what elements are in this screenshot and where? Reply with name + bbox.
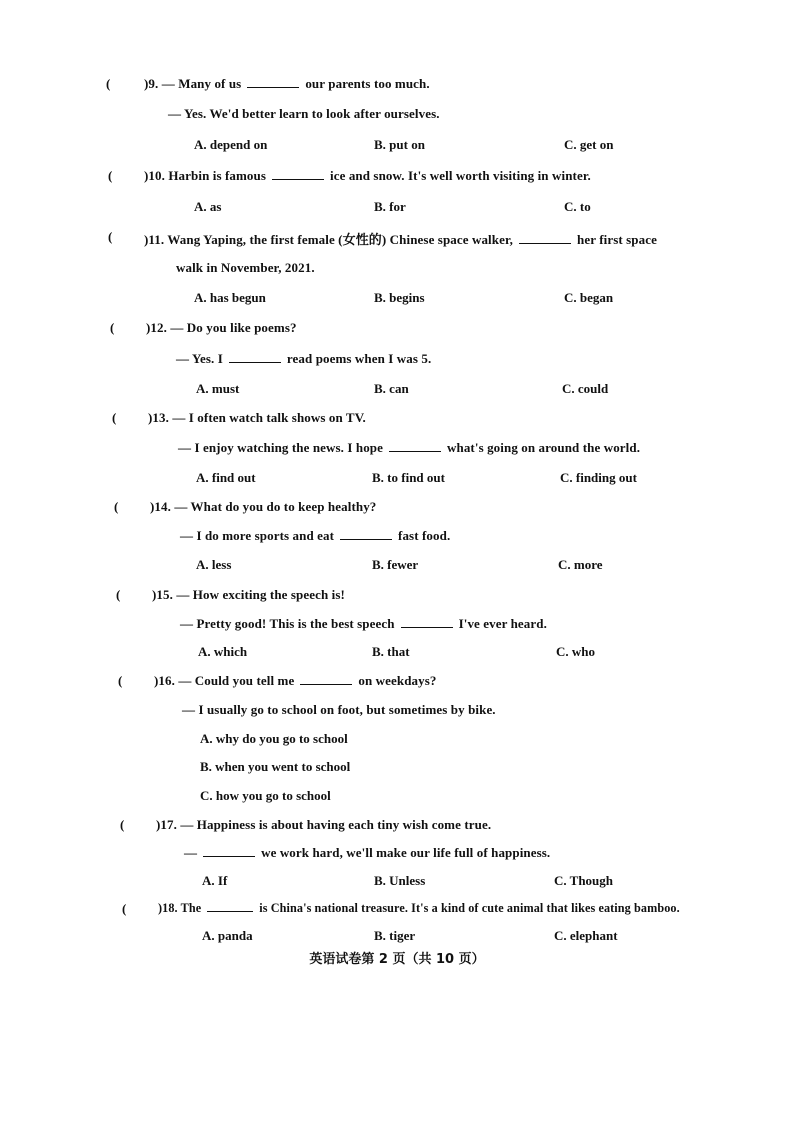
answer-blank [389, 441, 441, 452]
question-stem [150, 499, 376, 515]
reply-line: — I usually go to school on foot, but sometimes by bike. [182, 702, 496, 717]
reply-text: — [184, 845, 198, 860]
stem-text: — How exciting the speech is! [176, 587, 345, 602]
answer-blank [519, 233, 571, 244]
option-a[interactable]: A. has begun [194, 290, 266, 305]
answer-paren[interactable]: ( [108, 168, 113, 183]
stem-text: — I often watch talk shows on TV. [172, 410, 366, 425]
option-c[interactable]: C. to [564, 199, 591, 214]
stem-text: — What do you do to keep healthy? [174, 499, 377, 514]
option-a[interactable]: A. find out [196, 470, 256, 485]
answer-blank [340, 529, 392, 540]
option-b[interactable]: B. when you went to school [200, 759, 351, 774]
stem-text: her first space [577, 232, 657, 247]
question-stem [144, 168, 591, 184]
stem-text: The [180, 901, 202, 915]
option-a[interactable]: A. depend on [194, 137, 268, 152]
option-c[interactable]: C. elephant [554, 928, 618, 943]
page-footer: 英语试卷第 2 页（共 10 页） [309, 952, 485, 967]
stem-text: — Happiness is about having each tiny wish come true. [180, 817, 492, 832]
answer-blank [300, 674, 352, 685]
reply-text: fast food. [398, 528, 451, 543]
reply-text: — Pretty good! This is the best speech [180, 616, 395, 631]
answer-blank [207, 901, 253, 912]
stem-text: our parents too much. [305, 76, 430, 91]
question-stem [156, 817, 491, 833]
answer-paren[interactable]: ( [110, 320, 115, 335]
reply-text: I've ever heard. [458, 616, 547, 631]
answer-paren[interactable]: ( [112, 410, 117, 425]
answer-paren[interactable]: ( [116, 587, 121, 602]
answer-paren[interactable]: ( [120, 817, 125, 832]
option-b[interactable]: B. for [374, 199, 406, 214]
question-stem [152, 587, 345, 603]
question-stem [154, 673, 437, 689]
stem-text: — Could you tell me [178, 673, 295, 688]
question-number: )15. [152, 587, 173, 602]
option-c[interactable]: C. get on [564, 137, 614, 152]
reply-line [184, 845, 550, 861]
option-a[interactable]: A. as [194, 199, 222, 214]
reply-line [176, 351, 431, 367]
option-b[interactable]: B. put on [374, 137, 425, 152]
question-number: )11. [144, 232, 165, 247]
option-c[interactable]: C. could [562, 381, 609, 396]
reply-text: — Yes. I [176, 351, 223, 366]
option-a[interactable]: A. If [202, 873, 228, 888]
stem-continuation: walk in November, 2021. [176, 260, 315, 275]
option-b[interactable]: B. fewer [372, 557, 419, 572]
answer-blank [229, 352, 281, 363]
question-stem [146, 320, 297, 336]
answer-paren[interactable]: ( [114, 499, 119, 514]
option-b[interactable]: B. tiger [374, 928, 416, 943]
question-number: )13. [148, 410, 169, 425]
question-stem [144, 229, 657, 248]
option-c[interactable]: C. finding out [560, 470, 637, 485]
question-number: )9. [144, 76, 159, 91]
answer-blank [247, 77, 299, 88]
stem-text: — Do you like poems? [170, 320, 297, 335]
question-number: )18. [158, 901, 178, 915]
option-a[interactable]: A. which [198, 644, 248, 659]
option-b[interactable]: B. Unless [374, 873, 426, 888]
question-stem [144, 76, 430, 92]
reply-text: we work hard, we'll make our life full of happiness. [261, 845, 551, 860]
question-stem [148, 410, 366, 426]
option-a[interactable]: A. must [196, 381, 240, 396]
answer-paren[interactable]: ( [118, 673, 123, 688]
reply-text: what's going on around the world. [447, 440, 641, 455]
option-c[interactable]: C. who [556, 644, 596, 659]
stem-text: on weekdays? [358, 673, 437, 688]
option-c[interactable]: C. more [558, 557, 603, 572]
option-b[interactable]: B. that [372, 644, 410, 659]
stem-text: Harbin is famous [168, 168, 267, 183]
answer-blank [272, 169, 324, 180]
option-b[interactable]: B. to find out [372, 470, 445, 485]
question-number: )14. [150, 499, 171, 514]
answer-paren[interactable]: ( [122, 901, 127, 916]
stem-text: — Many of us [161, 76, 242, 91]
stem-text: Wang Yaping, the first female (女性的) Chinese space walker, [167, 232, 514, 247]
reply-line [180, 528, 450, 544]
question-number: )17. [156, 817, 177, 832]
question-stem [158, 901, 680, 916]
question-number: )12. [146, 320, 167, 335]
question-number: )10. [144, 168, 165, 183]
reply-text: — I enjoy watching the news. I hope [178, 440, 384, 455]
question-number: )16. [154, 673, 175, 688]
option-b[interactable]: B. begins [374, 290, 425, 305]
option-c[interactable]: C. Though [554, 873, 614, 888]
reply-line [180, 616, 547, 632]
option-b[interactable]: B. can [374, 381, 409, 396]
reply-text: — I do more sports and eat [180, 528, 335, 543]
option-a[interactable]: A. less [196, 557, 232, 572]
stem-text: ice and snow. It's well worth visiting in winter. [330, 168, 591, 183]
stem-text: is China's national treasure. It's a kind of cute animal that likes eating bamboo. [259, 901, 680, 915]
reply-text: read poems when I was 5. [286, 351, 432, 366]
reply-line [178, 440, 640, 456]
answer-blank [401, 617, 453, 628]
answer-paren[interactable]: ( [106, 76, 111, 91]
option-a[interactable]: A. why do you go to school [200, 731, 348, 746]
option-c[interactable]: C. began [564, 290, 614, 305]
answer-blank [203, 846, 255, 857]
answer-paren[interactable]: ( [108, 229, 113, 244]
option-c[interactable]: C. how you go to school [200, 788, 331, 803]
option-a[interactable]: A. panda [202, 928, 253, 943]
reply-line: — Yes. We'd better learn to look after ourselves. [168, 106, 440, 121]
